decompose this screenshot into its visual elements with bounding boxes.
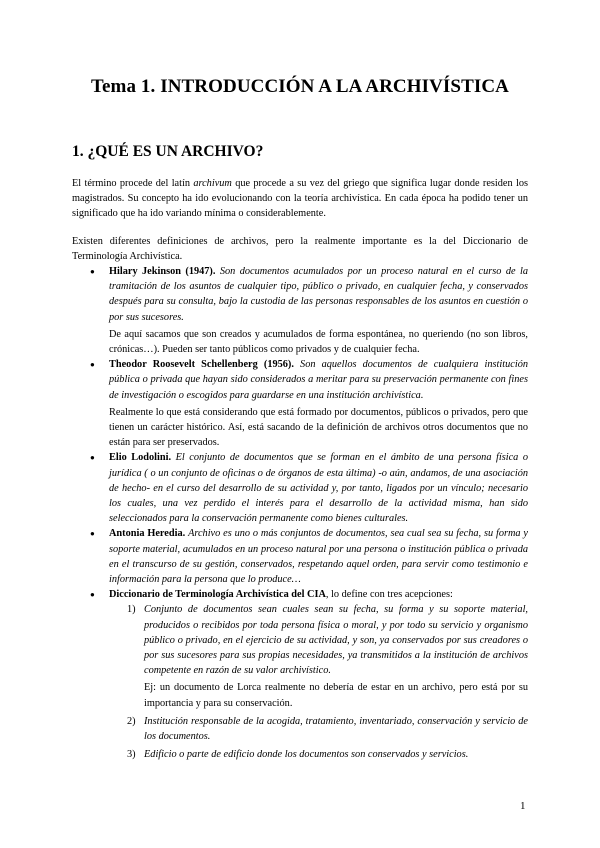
definition-author: Antonia Heredia.: [109, 528, 186, 540]
definition-author: Theodor Roosevelt Schellenberg (1956).: [109, 359, 294, 371]
cia-acceptions-list: [109, 602, 528, 762]
intro-text-after: que procede a su vez del griego que significa lugar donde residen los magistrados. Su concepto ha ido evolucionando con la teoría archivística. En cada época ha podido tener un significado que ha ido variando mínima o considerablemente.: [72, 178, 529, 220]
cia-acception: [109, 714, 528, 744]
acception-text: Conjunto de documentos sean cuales sean su fecha, su forma y su soporte material, producidos o recibidos por toda persona física o moral, y por todo su servicio y organismo público o privado, en el ejercicio de su actividad, y son, ya conservados por sus creadores o por sus sucesores para sus propias necesidades, ya transmitidos a la institución de archivos competente en razón de su valor archivístico.: [144, 604, 528, 677]
acception-text: Institución responsable de la acogida, tratamiento, inventariado, conservación y servicio de los documentos.: [144, 715, 528, 743]
page-number: 1: [520, 800, 526, 812]
cia-author: Diccionario de Terminología Archivística del CIA: [109, 589, 326, 601]
intro-paragraph: [72, 176, 528, 222]
definition-quote: Son documentos acumulados por un proceso natural en el curso de la tramitación de los asuntos de cualquier tipo, público o privado, en cualquier fecha, y conservados después para su consulta, bajo la custodia de las personas responsables de los asuntos en cuestión o por sus sucesores.: [109, 266, 529, 323]
definition-item: [72, 264, 528, 357]
definition-comment: Realmente lo que está considerando que está formado por documentos, públicos o privados, pero que tienen un carácter histórico. Así, está sacando de la definición de archivos otros documentos que no están para ser preservados.: [109, 406, 528, 449]
cia-acception: [109, 747, 528, 762]
definition-item: [72, 450, 528, 526]
latin-term: archivum: [193, 178, 232, 189]
acception-note: Ej: un documento de Lorca realmente no debería de estar en un archivo, pero está por su importancia y para su conservación.: [144, 682, 528, 709]
definition-comment: De aquí sacamos que son creados y acumulados de forma espontánea, no queriendo (no son libros, crónicas…). Pueden ser tanto públicos como privados y de cualquier fecha.: [109, 328, 528, 356]
definition-author: Elio Lodolini.: [109, 452, 172, 464]
section-heading: 1. ¿QUÉ ES UN ARCHIVO?: [72, 143, 264, 160]
definition-item: [72, 526, 528, 587]
definition-item-cia: [72, 587, 528, 762]
acception-number: 3): [127, 749, 136, 761]
definition-quote: Archivo es uno o más conjuntos de documentos, sea cual sea su fecha, su forma y soporte material, acumulados en un proceso natural por una persona o institución pública o privada en el transcurso de su gestión, conservados, respetando aquel orden, para servir como testimonio e información para la persona que lo produce…: [109, 528, 528, 586]
definitions-intro-paragraph: Existen diferentes definiciones de archivos, pero la realmente importante es la del Diccionario de Terminología Archivística.: [72, 236, 528, 263]
definitions-list: [72, 264, 528, 766]
acception-text: Edificio o parte de edificio donde los documentos son conservados y servicios.: [144, 749, 469, 761]
cia-acception: [109, 602, 528, 710]
definition-quote: El conjunto de documentos que se forman en el ámbito de una persona física o jurídica ( o un conjunto de oficinas o de órganos de esta última) -o aún, andamos, de una asociación de hecho- en el curso del desarrollo de su actividad y, por tanto, ligados por un vínculo; necesario los cuales, una vez perdido el interés para el desarrollo de la actividad misma, han sido seleccionados para la conservación permanente como bienes culturales.: [109, 452, 529, 525]
intro-text-before: El término procede del latín: [72, 178, 194, 189]
definition-author: Hilary Jekinson (1947).: [109, 266, 216, 277]
definition-item: [72, 357, 528, 450]
acception-number: 2): [127, 715, 136, 727]
document-title: Tema 1. INTRODUCCIÓN A LA ARCHIVÍSTICA: [90, 76, 509, 97]
definition-quote: Son aquellos documentos de cualquiera institución pública o privada que hayan sido considerados a meritar para su preservación permanente con fines de investigación o escogidos para guardarse en una institución archivística.: [109, 359, 528, 401]
cia-lead: , lo define con tres acepciones:: [325, 589, 453, 601]
acception-number: 1): [127, 604, 136, 616]
